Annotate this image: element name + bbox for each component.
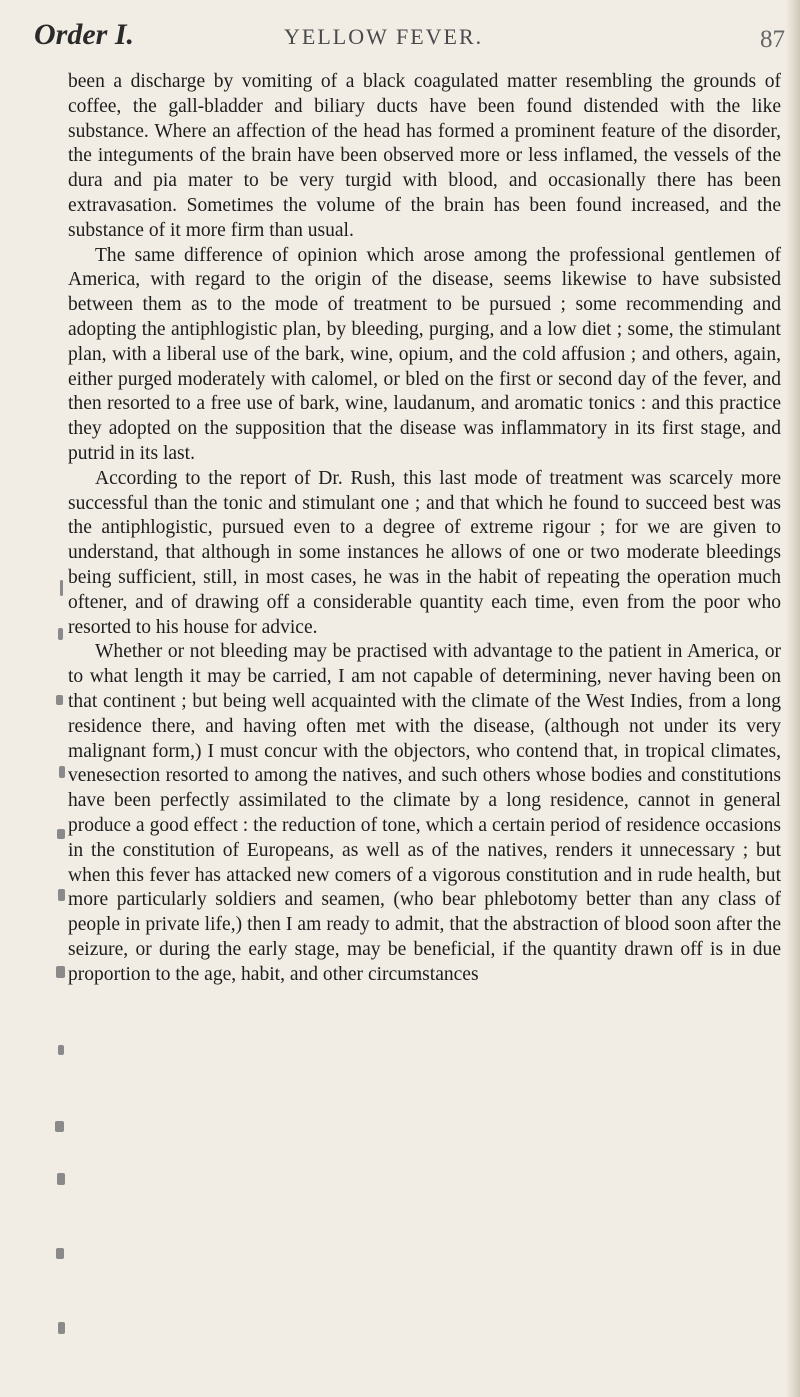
paragraph-bleeding-in-tropics: Whether or not bleeding may be practised with advantage to the patient in America, or to what length it may be carried, I am not capable of determining, never having been on that continent ; but being well acquainted with the climate of the West Indies, from a long residence there, and having often met with the disease, (although not under its very malignant form,) I must concur with the objectors, who contend that, in tropical climates, venesection resorted to among the natives, and such others whose bodies and constitutions have been perfectly assimilated to the climate by a long residence, cannot in general produce a good effect : the reduction of tone, which a certain period of residence occasions in the constitution of Europeans, as well as of the natives, renders it unnecessary ; but when this fever has attacked new comers of a vigorous constitution and in rude health, but more particularly soldiers and seamen, (who bear phlebotomy better than any class of people in private life,) then I am ready to admit, that the abstraction of blood soon after the seizure, or during the early stage, may be beneficial, if the quantity drawn off is in due proportion to the age, habit, and other circumstances [68, 641, 781, 985]
page-number: 87 [760, 26, 785, 53]
body-text [68, 70, 781, 987]
paragraph-dr-rush-report: According to the report of Dr. Rush, this last mode of treatment was scarcely more successful than the tonic and stimulant one ; and that which he found to succeed best was the antiphlogistic, pursued even to a degree of extreme rigour ; for we are given to understand, that although in some instances he allows of one or two moderate bleedings being sufficient, still, in most cases, he was in the habit of repeating the operation much oftener, and of drawing off a considerable quantity each time, even from the poor who resorted to his house for advice. [68, 467, 781, 638]
scan-mark [58, 1322, 65, 1334]
scan-mark [57, 829, 65, 839]
page-edge-shadow [786, 0, 800, 1397]
scan-mark [56, 695, 63, 705]
paragraph-treatment-opinions: The same difference of opinion which arose among the professional gentlemen of America, with regard to the origin of the disease, seems likewise to have subsisted between them as to the mode of treatment to be pursued ; some recommending and adopting the antiphlogistic plan, by bleeding, purging, and a low diet ; some, the stimulant plan, with a liberal use of the bark, wine, opium, and the cold affusion ; and others, again, either purged moderately with calomel, or bled on the first or second day of the fever, and then resorted to a free use of bark, wine, laudanum, and aromatic tonics : and this practice they adopted on the supposition that the disease was inflammatory in its first stage, and putrid in its last. [68, 244, 781, 464]
scan-mark [58, 628, 63, 640]
running-title-left: Order I. [34, 18, 135, 51]
paragraph-continuation: been a discharge by vomiting of a black coagulated matter resembling the grounds of coffee, the gall-bladder and biliary ducts have been found distended with the like substance. Where an affection of the head has formed a prominent feature of the disorder, the integuments of the brain have been observed more or less inflamed, the vessels of the dura and pia mater to be very turgid with blood, and occasionally there has been extravasation. Sometimes the volume of the brain has been found increased, and the substance of it more firm than usual. [68, 71, 781, 241]
running-title-center: YELLOW FEVER. [284, 24, 484, 49]
scan-mark [56, 966, 65, 978]
scan-mark [55, 1121, 64, 1132]
scan-mark [56, 1248, 64, 1259]
scan-mark [59, 766, 65, 778]
left-margin-scan-artifacts [54, 580, 70, 1397]
scan-mark [57, 1173, 65, 1185]
page-header [34, 12, 790, 62]
scan-mark [58, 889, 65, 901]
scan-mark [60, 580, 63, 596]
scan-mark [58, 1045, 64, 1055]
